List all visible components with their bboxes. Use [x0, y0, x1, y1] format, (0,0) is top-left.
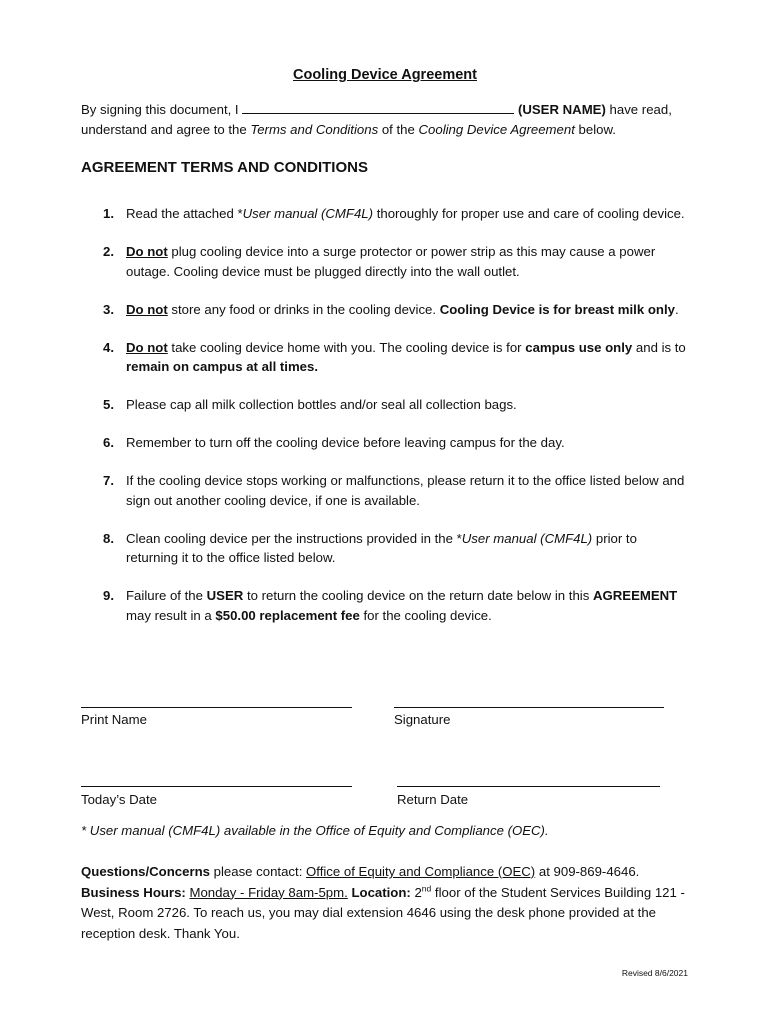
term-item: 1. Read the attached *User manual (CMF4L) thoroughly for proper use and care of cooling device.: [81, 204, 691, 224]
intro-before: By signing this document, I: [81, 102, 239, 117]
user-name-blank[interactable]: [242, 100, 514, 114]
term-item: 7. If the cooling device stops working or malfunctions, please return it to the office listed below and sign out another cooling device, if one is available.: [103, 473, 685, 508]
intro-paragraph: By signing this document, I (USER NAME) have read, understand and agree to the Terms and Conditions of the Cooling Device Agreement below.: [81, 102, 672, 137]
terms-ref: Terms and Conditions: [250, 121, 379, 137]
signature-line[interactable]: [394, 707, 664, 708]
term-number: 2.: [103, 244, 114, 259]
term-number: 5.: [103, 397, 114, 412]
term-number: 7.: [103, 473, 114, 488]
term-number: 3.: [103, 301, 114, 317]
return-date-label: Return Date: [397, 792, 469, 807]
term-number: 9.: [103, 588, 114, 603]
return-date-line[interactable]: [397, 786, 660, 787]
signature-label: Signature: [394, 712, 451, 727]
term-item: 6. Remember to turn off the cooling device before leaving campus for the day.: [81, 433, 691, 453]
print-name-label: Print Name: [81, 712, 147, 727]
term-number: 1.: [103, 206, 114, 221]
term-number: 4.: [103, 339, 114, 355]
document-title: Cooling Device Agreement: [293, 67, 477, 83]
footnote: * User manual (CMF4L) available in the Office of Equity and Compliance (OEC).: [81, 823, 549, 838]
agreement-ref: Cooling Device Agreement: [418, 121, 575, 137]
print-name-line[interactable]: [81, 707, 352, 708]
terms-list: [81, 204, 691, 644]
term-item: 3. Do not store any food or drinks in the cooling device. Cooling Device is for breast milk only.: [81, 300, 691, 320]
contact-paragraph: Questions/Concerns please contact: Office of Equity and Compliance (OEC) at 909-869-4646. Business Hours: Monday - Friday 8am-5pm. Location: 2nd floor of the Student Services Building 121 - West, Room 2726. To reach us, you may dial extension 4646 using the desk phone provided at the reception desk. Thank You.: [81, 864, 685, 941]
office-name: Office of Equity and Compliance (OEC): [306, 864, 536, 879]
business-hours: Monday - Friday 8am-5pm.: [189, 884, 348, 900]
section-heading: AGREEMENT TERMS AND CONDITIONS: [81, 159, 368, 176]
term-item: 5. Please cap all milk collection bottles and/or seal all collection bags.: [81, 395, 691, 415]
term-number: 6.: [103, 435, 114, 450]
user-name-label: (USER NAME): [517, 102, 606, 117]
office-phone: at 909-869-4646.: [535, 864, 640, 879]
location-text: floor of the Student Services Building 121 - West, Room 2726. To reach us, you may dial extension 4646 using the desk phone provided at the reception desk. Thank You.: [81, 884, 685, 941]
term-item: 2. Do not plug cooling device into a surge protector or power strip as this may cause a power outage. Cooling device must be plugged directly into the wall outlet.: [103, 244, 656, 279]
location-label: Location:: [351, 884, 411, 900]
term-item: 9. Failure of the USER to return the cooling device on the return date below in this AGREEMENT may result in a $50.00 replacement fee for the cooling device.: [103, 588, 678, 623]
term-number: 8.: [103, 530, 114, 546]
term-item: 8. Clean cooling device per the instructions provided in the *User manual (CMF4L) prior to returning it to the office listed below.: [103, 530, 637, 565]
questions-label: Questions/Concerns: [81, 864, 210, 879]
revised-date: Revised 8/6/2021: [621, 968, 688, 978]
hours-label: Business Hours:: [81, 884, 186, 900]
term-item: 4. Do not take cooling device home with you. The cooling device is for campus use only and is to remain on campus at all times.: [103, 339, 686, 374]
todays-date-line[interactable]: [81, 786, 352, 787]
todays-date-label: Today’s Date: [81, 792, 157, 807]
